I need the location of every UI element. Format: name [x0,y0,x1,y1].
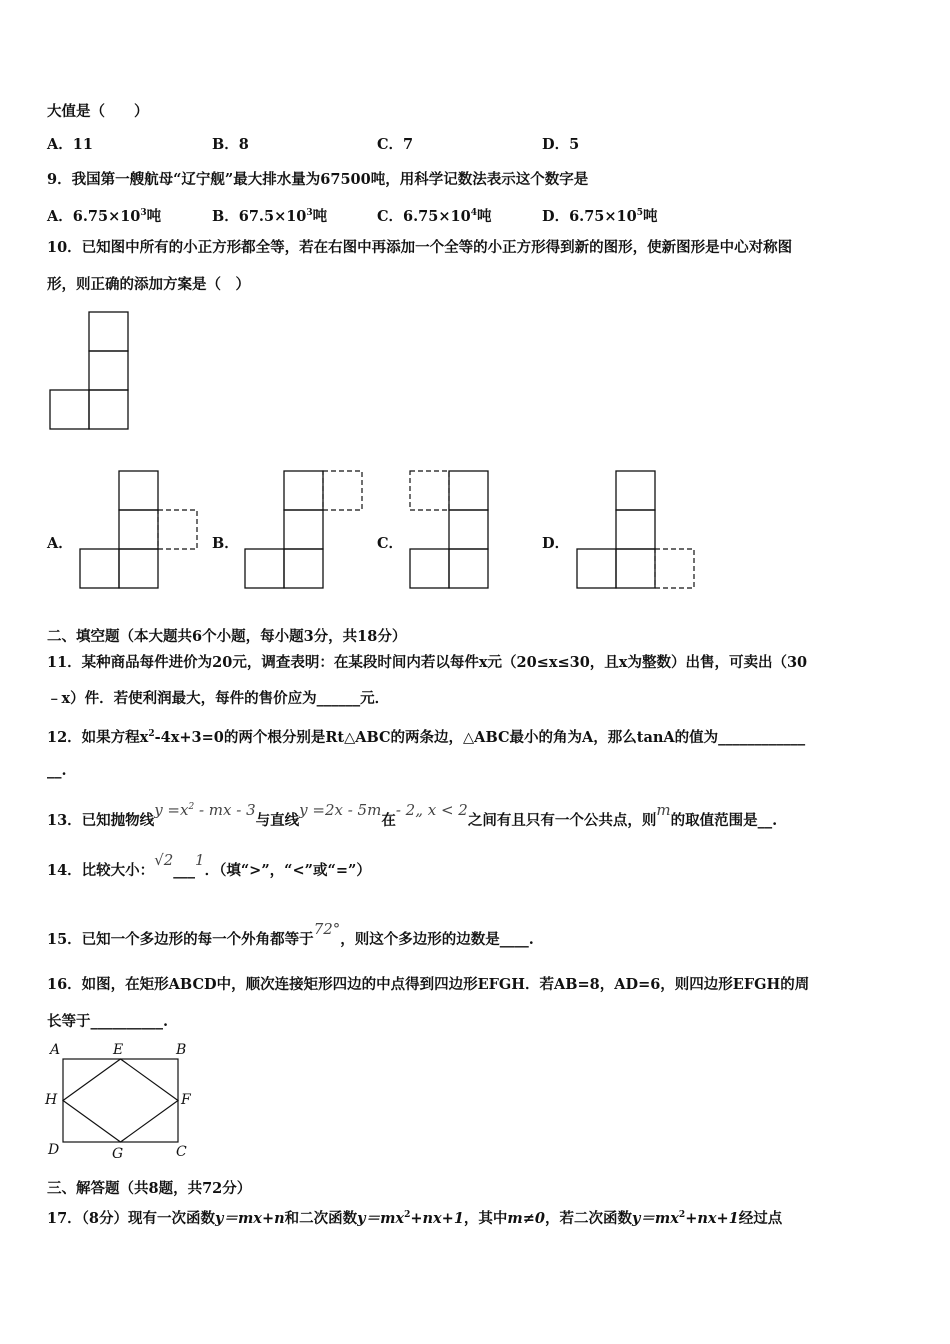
base-square-top [89,312,128,351]
q10-option-c-figure [409,470,491,590]
q16-line1: 16．如图，在矩形ABCD中，顺次连接矩形四边的中点得到四边形EFGH．若AB=8，AD=6，则四边形EFGH的周 [47,976,810,993]
label-h: H [45,1092,58,1108]
section2-heading: 二、填空题（本大题共6个小题，每小题3分，共18分） [47,628,407,645]
label-f: F [181,1092,191,1108]
q16-rectangle-figure [62,1058,180,1144]
q11-line1: 11．某种商品每件进价为20元，调查表明：在某段时间内若以每件x元（20≤x≤30，且x为整数）出售，可卖出（30 [47,654,808,671]
q14-line: 14．比较大小：√2___1．（填“>”，“<”或“=”） [47,851,371,879]
label-b: B [176,1042,187,1058]
added-square-dashed [158,510,197,549]
q12-line1: 12．如果方程$x^2-4x+3=0$的两个根分别是Rt△ABC的两条边，△ABC最小的角为A，那么tanA的值为____________ [47,728,806,746]
label-d: D [48,1142,60,1158]
q9-stem: 9．我国第一艘航母“辽宁舰”最大排水量为67500吨，用科学记数法表示这个数字是 [47,171,589,188]
section3-heading: 三、解答题（共8题，共72分） [47,1180,252,1197]
q10-stem-line1: 10．已知图中所有的小正方形都全等，若在右图中再添加一个全等的小正方形得到新的图形，使新图形是中心对称图 [47,239,793,256]
q16-line2: 长等于__________. [47,1013,169,1030]
label-a: A [50,1042,61,1058]
q9-option-d: D．$6.75\times 10^5$吨 [542,207,658,225]
label-e: E [113,1042,124,1058]
q10-stem-line2: 形，则正确的添加方案是（ ） [47,276,250,293]
base-square-bottom-left [50,390,89,429]
q17-line: 17．（8分）现有一次函数y＝mx+n和二次函数$y=mx^2+nx+1$，其中m≠0，若二次函数$y=mx^2+nx+1$经过点 [47,1209,783,1227]
q10-option-c-label: C． [377,535,404,552]
q8-option-d: D．5 [542,136,580,153]
q10-option-a-label: A． [47,535,73,552]
added-square-dashed [323,471,362,510]
q9-option-b: B．$67.5\times 10^3$吨 [212,207,328,225]
quadrilateral-efgh [63,1059,178,1142]
q8-tail: 大值是（ ） [47,103,149,120]
added-square-dashed [655,549,694,588]
q10-base-figure [49,311,131,431]
q9-option-a: A．$6.75\times 10^3$吨 [47,207,162,225]
q12-line2: __. [47,762,67,779]
q13-line: 13．已知抛物线$y =x^2$ - mx - 3与直线y =2x - 5m在- 2„ x < 2之间有且只有一个公共点，则m的取值范围是__. [47,801,778,829]
q9-option-c: C．$6.75\times 10^4$吨 [377,207,492,225]
q10-option-b-label: B． [212,535,239,552]
q8-option-a: A．11 [47,136,93,153]
base-square-bottom-right [89,390,128,429]
q10-option-a-figure [79,470,201,590]
rectangle-abcd [63,1059,178,1142]
q8-option-b: B．8 [212,136,249,153]
q11-line2: ﹣x）件．若使利润最大，每件的售价应为______元． [47,690,390,707]
q10-option-d-label: D． [542,535,570,552]
q8-option-c: C．7 [377,136,414,153]
label-g: G [112,1146,124,1162]
q10-option-d-figure [576,470,698,590]
q15-line: 15．已知一个多边形的每一个外角都等于72°，则这个多边形的边数是____. [47,920,534,948]
added-square-dashed [410,471,449,510]
q10-option-b-figure [244,470,366,590]
base-square-middle [89,351,128,390]
label-c: C [176,1144,187,1160]
